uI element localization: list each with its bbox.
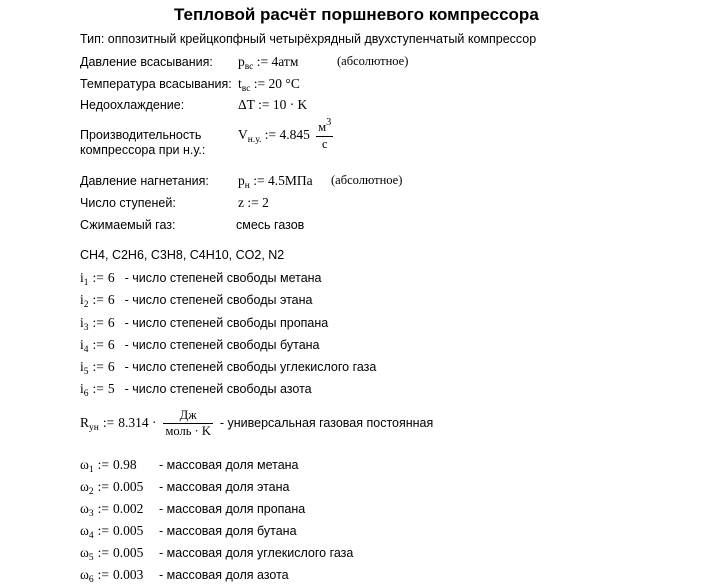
assign-op: := xyxy=(97,457,110,472)
subcooling-expr[interactable] xyxy=(238,97,307,113)
gas-value: смесь газов xyxy=(236,218,305,232)
suction-pressure-note: (абсолютное) xyxy=(337,54,409,68)
gas-components-list: CH4, C2H6, C3H8, C4H10, CO2, N2 xyxy=(80,248,285,262)
symbol: V xyxy=(238,127,248,143)
mass-fraction-symbol: ω xyxy=(80,545,89,560)
mass-fraction-description: - массовая доля азота xyxy=(159,568,289,582)
suction-pressure-expr[interactable] xyxy=(238,54,298,70)
mass-fraction-value: 0.005 xyxy=(113,479,144,494)
mass-fraction-description: - массовая доля углекислого газа xyxy=(159,546,354,560)
dof-subscript: 5 xyxy=(83,367,89,377)
symbol: p xyxy=(238,173,245,188)
discharge-pressure-expr[interactable] xyxy=(238,173,313,189)
mass-fraction-symbol: ω xyxy=(80,479,89,494)
assign-op: := xyxy=(97,545,110,560)
mass-fraction-description: - массовая доля пропана xyxy=(159,502,306,516)
suction-temp-label: Температура всасывания: xyxy=(80,77,232,91)
mass-fraction-row-4[interactable] xyxy=(80,522,297,540)
mass-fraction-subscript: 3 xyxy=(88,509,94,519)
subscript: н xyxy=(244,181,250,191)
dof-row-4[interactable] xyxy=(80,336,320,354)
suction-temp-expr[interactable] xyxy=(238,76,300,92)
gas-constant-symbol: R xyxy=(80,415,90,431)
gas-label: Сжимаемый газ: xyxy=(80,218,176,232)
mass-fraction-value: 0.003 xyxy=(113,567,144,582)
discharge-pressure-note: (абсолютное) xyxy=(331,173,403,187)
assign-op: := xyxy=(253,76,266,91)
dof-symbol: i xyxy=(80,292,84,307)
capacity-label-line1: Производительность xyxy=(80,128,202,142)
dof-subscript: 2 xyxy=(83,300,89,310)
dof-value: 6 xyxy=(107,337,115,352)
dof-value: 6 xyxy=(107,315,115,330)
mass-fraction-value: 0.005 xyxy=(113,545,144,560)
mass-fraction-row-2[interactable] xyxy=(80,478,289,496)
dof-description: - число степеней свободы бутана xyxy=(124,338,320,352)
subscript: н.у. xyxy=(247,135,262,146)
page-title: Тепловой расчёт поршневого компрессора xyxy=(174,5,539,24)
gas-constant-subscript: ун xyxy=(89,423,99,434)
compressor-type: Тип: оппозитный крейцкопфный четырёхрядный двухступенчатый компрессор xyxy=(80,32,537,46)
dof-description: - число степеней свободы углекислого газа xyxy=(124,360,377,374)
mass-fraction-subscript: 6 xyxy=(88,575,94,585)
mass-fraction-symbol: ω xyxy=(80,457,89,472)
symbol: z xyxy=(238,195,244,210)
subscript: вс xyxy=(241,84,251,94)
mass-fraction-value: 0.002 xyxy=(113,501,144,516)
gas-constant-unit-fraction xyxy=(163,408,212,439)
dof-symbol: i xyxy=(80,270,84,285)
dof-value: 6 xyxy=(107,292,115,307)
subscript: вс xyxy=(244,62,254,72)
mass-fraction-row-5[interactable] xyxy=(80,544,353,562)
capacity-expr[interactable] xyxy=(238,117,336,152)
value: 4.5МПа xyxy=(267,173,313,188)
assign-op: := xyxy=(247,195,259,210)
dof-symbol: i xyxy=(80,315,84,330)
mass-fraction-value: 0.98 xyxy=(113,457,137,472)
stages-expr[interactable] xyxy=(238,195,269,211)
assign-op: := xyxy=(92,292,104,307)
assign-op: := xyxy=(92,381,104,396)
mass-fraction-subscript: 2 xyxy=(88,487,94,497)
assign-op: := xyxy=(258,97,270,112)
mass-fraction-row-6[interactable] xyxy=(80,566,289,584)
mass-fraction-description: - массовая доля метана xyxy=(159,458,299,472)
assign-op: := xyxy=(97,501,110,516)
dof-row-3[interactable] xyxy=(80,314,328,332)
dof-row-1[interactable] xyxy=(80,269,322,287)
assign-op: := xyxy=(264,127,277,143)
mass-fraction-row-3[interactable] xyxy=(80,500,305,518)
mass-fraction-symbol: ω xyxy=(80,567,89,582)
subcooling-label: Недоохлаждение: xyxy=(80,98,185,112)
value: 20 °C xyxy=(268,76,300,91)
discharge-pressure-label: Давление нагнетания: xyxy=(80,174,209,188)
unit-denominator: с xyxy=(321,137,328,151)
dof-row-5[interactable] xyxy=(80,358,376,376)
dof-value: 6 xyxy=(107,270,115,285)
stages-label: Число ступеней: xyxy=(80,196,176,210)
assign-op: := xyxy=(92,315,104,330)
assign-op: := xyxy=(92,270,104,285)
mass-fraction-subscript: 5 xyxy=(88,553,94,563)
dof-description: - число степеней свободы азота xyxy=(124,382,312,396)
gas-constant-row[interactable] xyxy=(80,408,433,439)
mass-fraction-symbol: ω xyxy=(80,523,89,538)
mass-fraction-subscript: 1 xyxy=(88,465,94,475)
assign-op: := xyxy=(102,415,115,431)
unit-denominator: моль · K xyxy=(165,424,211,438)
mass-fraction-subscript: 4 xyxy=(88,531,94,541)
capacity-unit-fraction xyxy=(316,117,333,152)
symbol: t xyxy=(238,76,242,91)
assign-op: := xyxy=(253,173,265,188)
assign-op: := xyxy=(92,337,104,352)
symbol: p xyxy=(238,54,245,69)
gas-constant-description: - универсальная газовая постоянная xyxy=(219,416,434,431)
unit-exponent: 3 xyxy=(326,117,332,128)
symbol: ΔT xyxy=(238,97,255,112)
assign-op: := xyxy=(97,479,110,494)
dof-symbol: i xyxy=(80,381,84,396)
dof-description: - число степеней свободы метана xyxy=(124,271,322,285)
dof-subscript: 6 xyxy=(83,389,89,399)
dof-row-2[interactable] xyxy=(80,291,312,309)
value: 2 xyxy=(262,195,269,210)
mass-fraction-value: 0.005 xyxy=(113,523,144,538)
assign-op: := xyxy=(97,567,110,582)
dof-subscript: 1 xyxy=(83,278,89,288)
value: 4атм xyxy=(271,54,299,69)
dof-subscript: 3 xyxy=(83,323,89,333)
mass-fraction-row-1[interactable] xyxy=(80,456,299,474)
unit-numerator: $м^3$ xyxy=(318,117,332,134)
suction-pressure-label: Давление всасывания: xyxy=(80,55,213,69)
mass-fraction-description: - массовая доля этана xyxy=(159,480,290,494)
dof-description: - число степеней свободы пропана xyxy=(124,316,329,330)
value: 10 · K xyxy=(272,97,308,112)
gas-constant-value: 8.314 · xyxy=(118,415,157,431)
value: 4.845 xyxy=(279,127,310,143)
dof-value: 5 xyxy=(107,381,115,396)
dof-symbol: i xyxy=(80,359,84,374)
assign-op: := xyxy=(256,54,269,69)
dof-row-6[interactable] xyxy=(80,380,312,398)
capacity-label-line2: компрессора при н.у.: xyxy=(80,143,206,157)
dof-value: 6 xyxy=(107,359,115,374)
mass-fraction-symbol: ω xyxy=(80,501,89,516)
dof-subscript: 4 xyxy=(83,345,89,355)
dof-symbol: i xyxy=(80,337,84,352)
assign-op: := xyxy=(92,359,104,374)
dof-description: - число степеней свободы этана xyxy=(124,293,313,307)
assign-op: := xyxy=(97,523,110,538)
mass-fraction-description: - массовая доля бутана xyxy=(159,524,297,538)
unit-numerator: Дж xyxy=(179,408,197,422)
